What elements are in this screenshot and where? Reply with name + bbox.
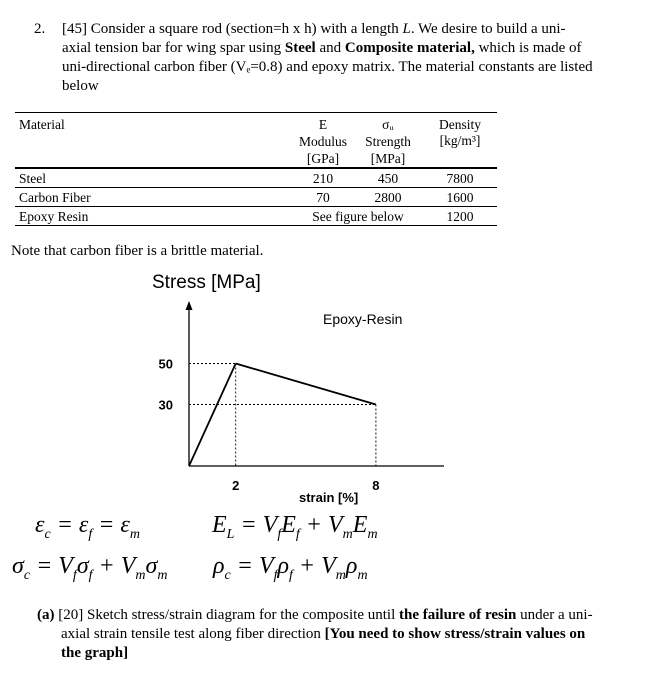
th-e-unit: [GPa] <box>306 151 340 166</box>
tick-labels <box>159 357 380 494</box>
th-strength-unit: [MPa] <box>370 151 406 166</box>
y-axis-title: Stress [MPa] <box>152 272 261 293</box>
q-steel: Steel <box>284 40 316 56</box>
cell-material: Steel <box>19 171 46 186</box>
part-a-pre: [20] Sketch stress/strain diagram for the composite until <box>54 607 400 623</box>
cell-density: 1600 <box>446 190 474 205</box>
equation-modulus: $E_L = V_fE_f + V_mE_m$ <box>212 512 378 542</box>
series-line-segment <box>236 364 376 405</box>
q-line4: below <box>62 78 99 94</box>
guide-lines <box>189 364 376 467</box>
series-group <box>189 364 376 467</box>
q-line2-pre: axial tension bar for wing spar using <box>62 40 285 56</box>
equation-strain: $\varepsilon_c = \varepsilon_f = \varepsilon_m$ <box>35 512 141 542</box>
question-number: 2. <box>34 21 46 37</box>
cell-merged: See figure below <box>312 209 404 224</box>
x-tick-label: 8 <box>372 478 380 493</box>
series-annotation: Epoxy-Resin <box>323 311 403 327</box>
th-e-symbol: E <box>318 117 328 132</box>
part-a-bold3: the graph] <box>61 645 129 661</box>
cell-material: Carbon Fiber <box>19 190 91 205</box>
th-density-name: Density <box>439 117 481 132</box>
th-strength-symbol: σᵤ <box>382 117 394 132</box>
q-composite: Composite material, <box>344 40 475 56</box>
q-line1-pre: [45] Consider a square rod (section=h x h) with a length <box>62 21 403 37</box>
th-strength-name: Strength <box>365 134 411 149</box>
q-and: and <box>315 40 345 56</box>
cell-density: 7800 <box>446 171 474 186</box>
part-a-mid: under a uni- <box>516 607 593 623</box>
y-axis-arrow-icon <box>186 301 193 310</box>
table-top-rule <box>15 112 497 113</box>
cell-modulus: 70 <box>316 190 330 205</box>
table-header-rule <box>15 167 497 169</box>
cell-strength: 450 <box>377 171 399 186</box>
cell-strength: 2800 <box>374 190 402 205</box>
equation-density: $\rho_c = V_f\rho_f + V_m\rho_m$ <box>213 553 368 583</box>
y-tick-label: 30 <box>158 397 173 413</box>
part-a-bold2: [You need to show stress/strain values on <box>324 626 586 642</box>
x-tick-label: 2 <box>232 478 240 493</box>
q-line3: uni-directional carbon fiber (Vₑ=0.8) and epoxy matrix. The material constants are listed <box>62 59 593 75</box>
table-bottom-rule <box>15 225 497 226</box>
th-e-name: Modulus <box>298 134 347 149</box>
stress-strain-chart <box>0 262 656 512</box>
part-a-bold1: the failure of resin <box>399 607 517 623</box>
th-material: Material <box>19 117 65 132</box>
q-line1-post: . We desire to build a uni- <box>410 21 566 37</box>
question-text <box>62 20 642 96</box>
x-axis-title: strain [%] <box>299 490 359 505</box>
th-density-unit: [kg/m³] <box>439 133 481 148</box>
brittle-note: Note that carbon fiber is a brittle material. <box>11 243 264 259</box>
equation-stress: $\sigma_c = V_f\sigma_f + V_m\sigma_m$ <box>12 553 168 583</box>
q-line2-post: which is made of <box>474 40 582 56</box>
row-rule <box>15 206 497 207</box>
row-rule <box>15 187 497 188</box>
y-tick-label: 50 <box>158 356 173 372</box>
part-a <box>37 606 647 663</box>
cell-material: Epoxy Resin <box>19 209 89 224</box>
cell-modulus: 210 <box>312 171 334 186</box>
part-a-label: (a) <box>37 607 55 623</box>
series-line-segment <box>189 364 236 467</box>
cell-density: 1200 <box>446 209 474 224</box>
q-length-symbol: L <box>402 21 411 37</box>
part-a-line2: axial strain tensile test along fiber direction <box>61 626 325 642</box>
